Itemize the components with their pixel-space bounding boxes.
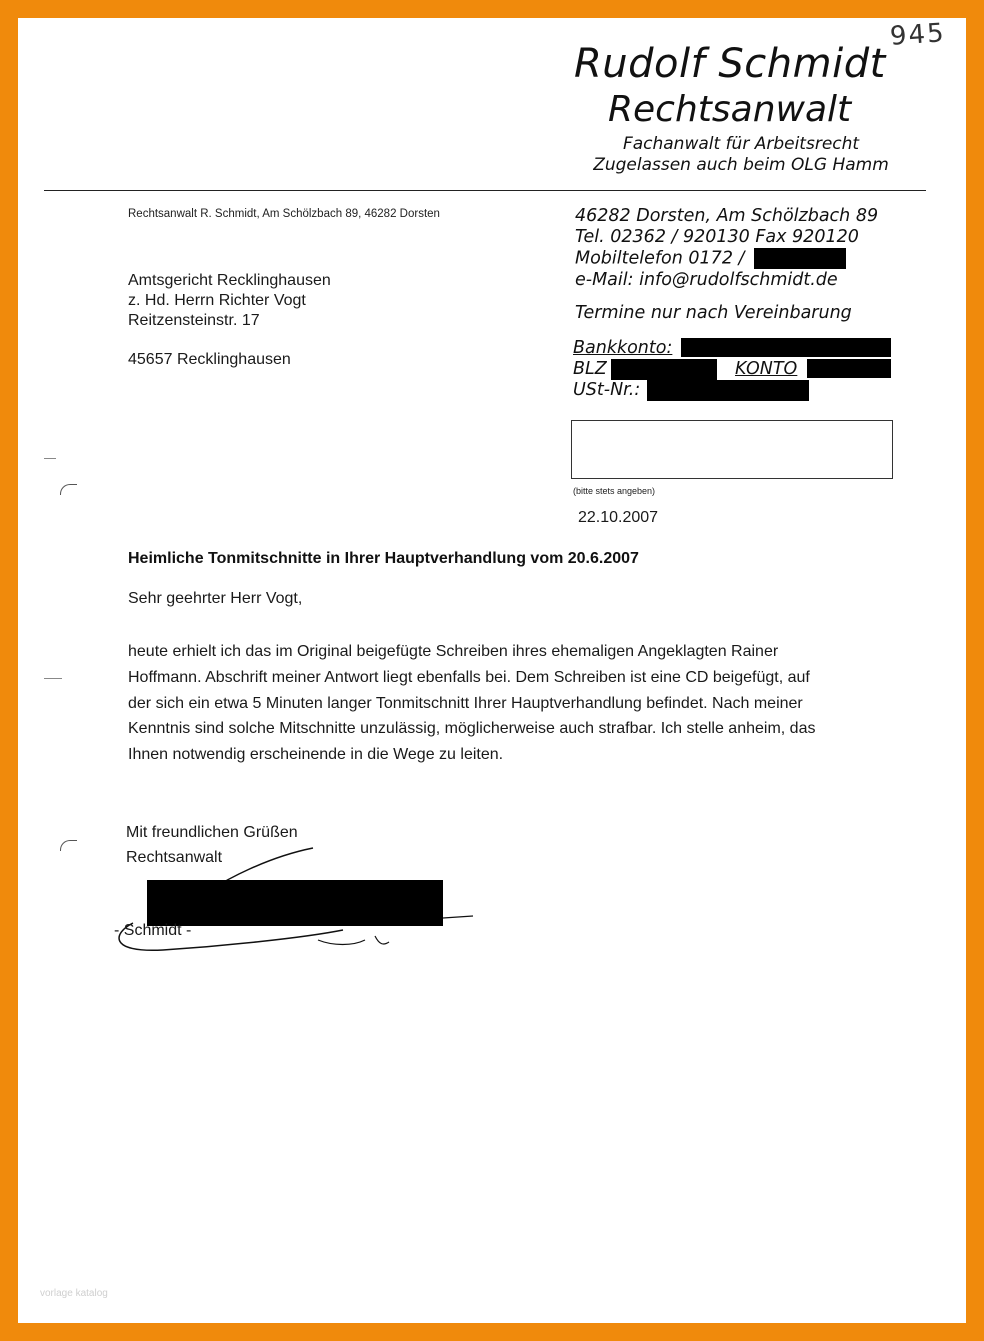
contact-email: e-Mail: info@rudolfschmidt.de bbox=[575, 269, 838, 290]
letterhead-specialty: Fachanwalt für Arbeitsrecht bbox=[622, 134, 860, 154]
margin-tick bbox=[44, 458, 56, 459]
mobile-redaction bbox=[754, 248, 846, 269]
closing-greeting: Mit freundlichen Grüßen bbox=[126, 824, 298, 841]
letterhead-admission: Zugelassen auch beim OLG Hamm bbox=[593, 155, 889, 175]
letterhead-title: Rechtsanwalt bbox=[608, 89, 852, 130]
body-line: Ihnen notwendig erscheinende in die Wege zu leiten. bbox=[128, 746, 504, 764]
closing-role: Rechtsanwalt bbox=[126, 849, 223, 866]
body-line: Hoffmann. Abschrift meiner Antwort liegt ebenfalls bei. Dem Schreiben ist eine CD beigefügt, auf bbox=[128, 668, 810, 686]
sender-return-address: Rechtsanwalt R. Schmidt, Am Schölzbach 89, 46282 Dorsten bbox=[128, 208, 440, 220]
letterhead-name: Rudolf Schmidt bbox=[574, 41, 886, 87]
signature-redaction bbox=[147, 880, 443, 926]
letterhead-divider bbox=[44, 190, 926, 191]
bank-account-line bbox=[573, 338, 913, 359]
recipient-line-city: 45657 Recklinghausen bbox=[128, 351, 291, 368]
body-line: der sich ein etwa 5 Minuten langer Tonmitschnitt Ihrer Hauptverhandlung befindet. Nach meiner bbox=[128, 694, 803, 712]
contact-address: 46282 Dorsten, Am Schölzbach 89 bbox=[575, 206, 879, 226]
bank-details bbox=[573, 338, 913, 401]
contact-phone-fax: Tel. 02362 / 920130 Fax 920120 bbox=[575, 227, 859, 247]
bank-ust-label: USt-Nr.: bbox=[573, 380, 641, 400]
letter-date: 22.10.2007 bbox=[578, 509, 659, 526]
recipient-line-court: Amtsgericht Recklinghausen bbox=[128, 272, 331, 289]
recipient-line-attention: z. Hd. Herrn Richter Vogt bbox=[128, 292, 306, 309]
bank-ust-redaction bbox=[647, 380, 809, 401]
bank-account-label: Bankkonto: bbox=[573, 338, 673, 358]
recipient-line-street: Reitzensteinstr. 17 bbox=[128, 312, 260, 329]
reference-note: (bitte stets angeben) bbox=[573, 486, 656, 496]
bank-blz-redaction bbox=[611, 359, 717, 380]
body-line: heute erhielt ich das im Original beigefügte Schreiben ihres ehemaligen Angeklagten Rainer bbox=[128, 643, 779, 660]
bank-konto-redaction bbox=[807, 359, 891, 378]
body-line: Kenntnis sind solche Mitschnitte unzulässig, möglicherweise auch strafbar. Ich stelle anheim, das bbox=[128, 720, 816, 738]
contact-mobile-line bbox=[575, 248, 915, 270]
appointments-note: Termine nur nach Vereinbarung bbox=[575, 303, 852, 323]
margin-punch-mark bbox=[60, 840, 77, 851]
reference-box bbox=[571, 420, 893, 479]
bank-konto-label: KONTO bbox=[735, 359, 798, 379]
margin-punch-mark bbox=[60, 484, 77, 495]
handwritten-page-number: 945 bbox=[889, 18, 947, 52]
watermark: vorlage katalog bbox=[40, 1288, 108, 1299]
signature-name: - Schmidt - bbox=[114, 922, 192, 939]
contact-mobile: Mobiltelefon 0172 / bbox=[575, 248, 745, 269]
bank-account-redaction bbox=[681, 338, 891, 357]
recipient-address bbox=[128, 271, 331, 370]
bank-blz-label: BLZ bbox=[573, 359, 607, 379]
bank-blz-line bbox=[573, 359, 913, 380]
letterhead-subtitle bbox=[576, 134, 906, 176]
letter-salutation: Sehr geehrter Herr Vogt, bbox=[128, 590, 303, 607]
contact-block bbox=[575, 206, 915, 291]
letter-body bbox=[128, 639, 888, 768]
margin-tick bbox=[44, 678, 62, 679]
letter-subject: Heimliche Tonmitschnitte in Ihrer Hauptverhandlung vom 20.6.2007 bbox=[128, 550, 639, 567]
letter-page bbox=[18, 18, 966, 1323]
bank-ust-line bbox=[573, 380, 913, 401]
